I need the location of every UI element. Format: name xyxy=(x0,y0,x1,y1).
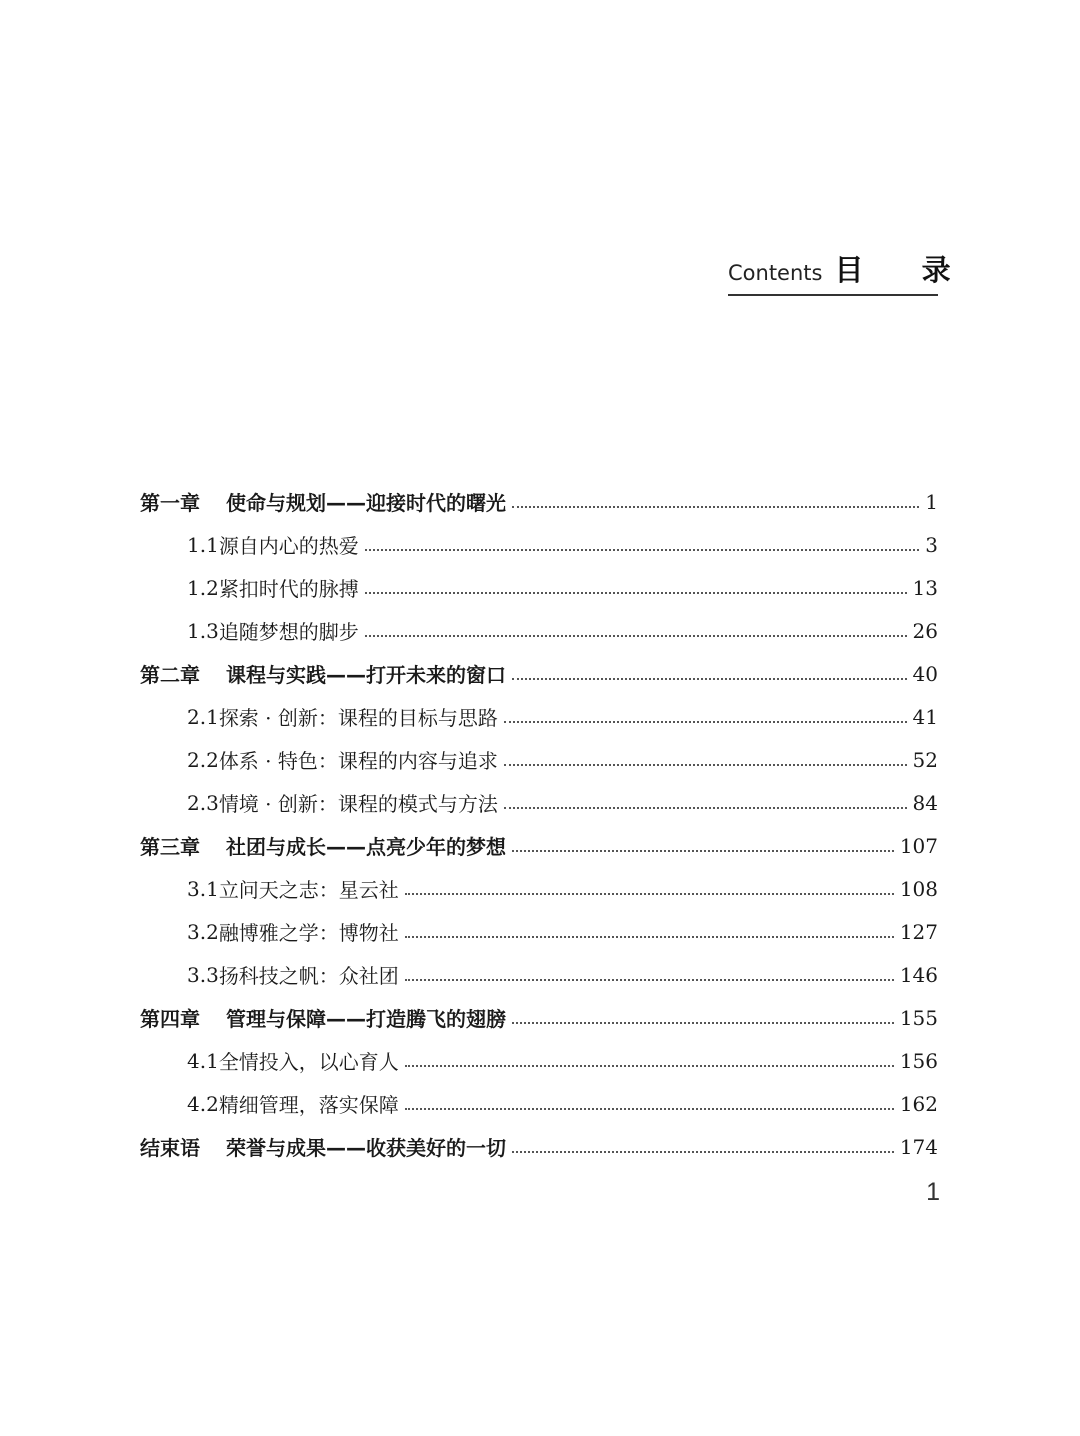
toc-number: 第四章 xyxy=(140,1007,200,1031)
dot-leader xyxy=(512,506,919,508)
toc-page-number: 107 xyxy=(899,833,938,858)
toc-number: 第二章 xyxy=(140,663,200,687)
toc-number: 1.1 xyxy=(187,532,219,557)
dot-leader xyxy=(504,721,907,723)
toc-page-number: 40 xyxy=(912,661,938,686)
toc-title: 全情投入，以心育人 xyxy=(218,1050,399,1074)
toc-title: 扬科技之帆：众社团 xyxy=(218,964,399,988)
dot-leader xyxy=(512,1022,894,1024)
toc-number: 3.2 xyxy=(187,919,219,944)
toc-title: 情境 · 创新：课程的模式与方法 xyxy=(218,792,498,816)
toc-page-number: 146 xyxy=(899,962,938,987)
toc-number: 2.2 xyxy=(187,747,219,772)
toc-number: 2.3 xyxy=(187,790,219,815)
toc-title: 紧扣时代的脉搏 xyxy=(218,577,359,601)
toc-title: 追随梦想的脚步 xyxy=(218,620,359,644)
toc-section-4-1[interactable] xyxy=(140,1039,938,1082)
toc-section-2-1[interactable] xyxy=(140,695,938,738)
toc-page-number: 174 xyxy=(899,1134,938,1159)
toc-section-4-2[interactable] xyxy=(140,1082,938,1125)
toc-number: 第三章 xyxy=(140,835,200,859)
toc-number: 1.2 xyxy=(187,575,219,600)
toc-section-2-2[interactable] xyxy=(140,738,938,781)
toc-number: 3.3 xyxy=(187,962,219,987)
toc-number: 3.1 xyxy=(187,876,219,901)
dot-leader xyxy=(512,678,907,680)
toc-section-3-2[interactable] xyxy=(140,910,938,953)
toc-chapter-epilogue[interactable] xyxy=(140,1125,938,1168)
toc-title: 社团与成长——点亮少年的梦想 xyxy=(226,835,506,859)
toc-section-1-1[interactable] xyxy=(140,523,938,566)
toc-number: 结束语 xyxy=(140,1136,200,1160)
toc-section-1-2[interactable] xyxy=(140,566,938,609)
contents-title-english: Contents xyxy=(728,261,823,285)
toc-page-number: 26 xyxy=(912,618,938,643)
dot-leader xyxy=(405,893,894,895)
table-of-contents xyxy=(140,480,938,1168)
toc-title: 精细管理，落实保障 xyxy=(218,1093,399,1117)
toc-chapter-1[interactable] xyxy=(140,480,938,523)
toc-title: 探索 · 创新：课程的目标与思路 xyxy=(218,706,498,730)
toc-page-number: 156 xyxy=(899,1048,938,1073)
dot-leader xyxy=(405,936,894,938)
toc-page-number: 13 xyxy=(912,575,938,600)
toc-title: 课程与实践——打开未来的窗口 xyxy=(226,663,506,687)
toc-title: 融博雅之学：博物社 xyxy=(218,921,399,945)
dot-leader xyxy=(365,592,907,594)
toc-page-number: 84 xyxy=(912,790,938,815)
toc-section-1-3[interactable] xyxy=(140,609,938,652)
toc-number: 1.3 xyxy=(187,618,219,643)
toc-page-number: 52 xyxy=(912,747,938,772)
toc-title: 立问天之志：星云社 xyxy=(218,878,399,902)
toc-section-3-1[interactable] xyxy=(140,867,938,910)
dot-leader xyxy=(365,635,907,637)
page-folio-number: 1 xyxy=(926,1178,940,1206)
toc-number: 2.1 xyxy=(187,704,219,729)
toc-page-number: 127 xyxy=(899,919,938,944)
toc-page-number: 3 xyxy=(925,532,938,557)
dot-leader xyxy=(512,850,894,852)
dot-leader xyxy=(504,764,907,766)
toc-page-number: 108 xyxy=(899,876,938,901)
dot-leader xyxy=(405,1108,894,1110)
toc-number: 4.2 xyxy=(187,1091,219,1116)
contents-title-chinese: 目 录 xyxy=(834,253,975,287)
dot-leader xyxy=(405,979,894,981)
toc-title: 体系 · 特色：课程的内容与追求 xyxy=(218,749,498,773)
toc-section-3-3[interactable] xyxy=(140,953,938,996)
toc-title: 荣誉与成果——收获美好的一切 xyxy=(226,1136,506,1160)
toc-chapter-3[interactable] xyxy=(140,824,938,867)
toc-number: 第一章 xyxy=(140,491,200,515)
toc-chapter-4[interactable] xyxy=(140,996,938,1039)
toc-title: 管理与保障——打造腾飞的翅膀 xyxy=(226,1007,506,1031)
toc-page-number: 162 xyxy=(899,1091,938,1116)
toc-title: 使命与规划——迎接时代的曙光 xyxy=(226,491,506,515)
toc-number: 4.1 xyxy=(187,1048,219,1073)
dot-leader xyxy=(504,807,907,809)
dot-leader xyxy=(365,549,919,551)
dot-leader xyxy=(512,1151,894,1153)
contents-header xyxy=(728,248,975,296)
toc-title: 源自内心的热爱 xyxy=(218,534,359,558)
dot-leader xyxy=(405,1065,894,1067)
toc-page-number: 41 xyxy=(912,704,938,729)
toc-page-number: 1 xyxy=(925,489,938,514)
toc-section-2-3[interactable] xyxy=(140,781,938,824)
toc-page-number: 155 xyxy=(899,1005,938,1030)
toc-chapter-2[interactable] xyxy=(140,652,938,695)
